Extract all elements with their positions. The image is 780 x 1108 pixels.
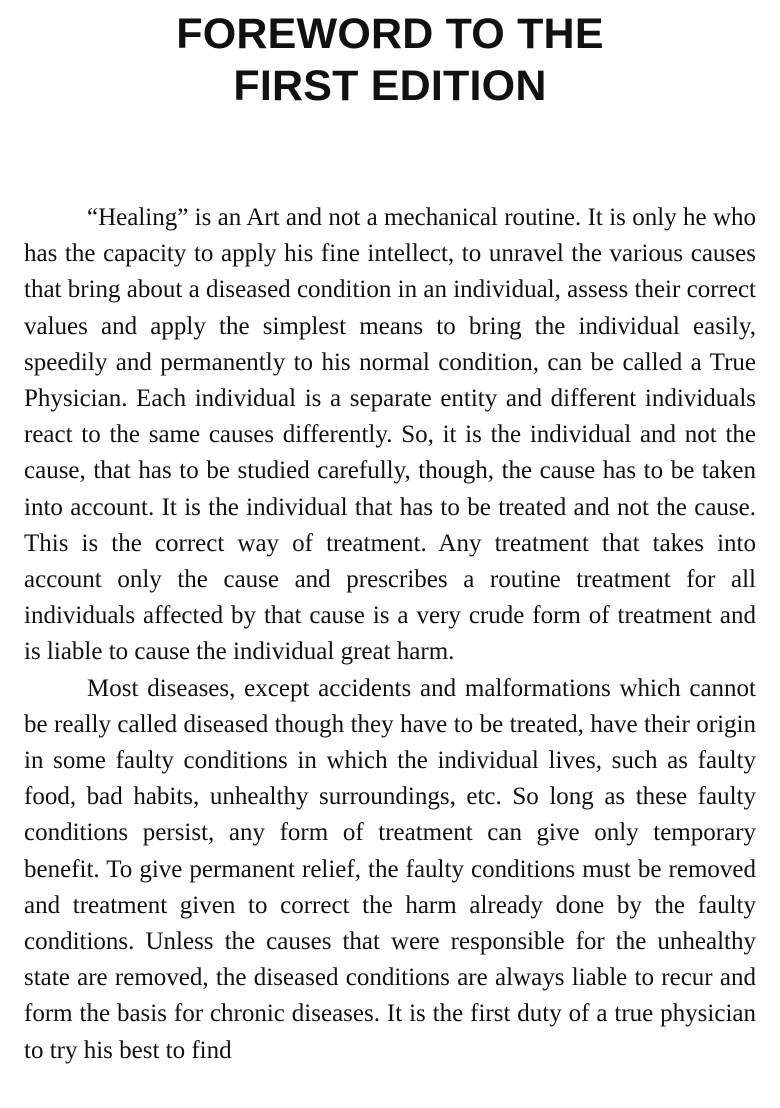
paragraph-1: “Healing” is an Art and not a mechanical routine. It is only he who has the capacity to apply his fine intellect, to unravel the various causes that bring about a diseased condition in an individual, assess their correct values and apply the simplest means to bring the individual easily, speedily and permanently to his normal condition, can be called a True Physician. Each individual is a separate entity and different individuals react to the same causes differently. So, it is the individual and not the cause, that has to be studied carefully, though, the cause has to be taken into account. It is the individual that has to be treated and not the cause. This is the correct way of treatment. Any treatment that takes into account only the cause and prescribes a routine treatment for all individuals affected by that cause is a very crude form of treatment and is liable to cause the individual great harm. <box>24 204 756 666</box>
paragraph-2: Most diseases, except accidents and malformations which cannot be really called diseased though they have to be treated, have their origin in some faulty conditions in which the individual lives, such as faulty food, bad habits, unhealthy surroundings, etc. So long as these faulty conditions persist, any form of treatment can give only temporary benefit. To give permanent relief, the faulty conditions must be removed and treatment given to correct the harm already done by the faulty conditions. Unless the causes that were responsible for the unhealthy state are removed, the diseased conditions are always liable to recur and form the basis for chronic diseases. It is the first duty of a true physician to try his best to find <box>24 674 756 1064</box>
page-title <box>0 8 780 112</box>
title-line-2: FIRST EDITION <box>233 62 547 110</box>
foreword-body <box>24 200 756 1069</box>
title-line-1: FOREWORD TO THE <box>176 10 604 58</box>
